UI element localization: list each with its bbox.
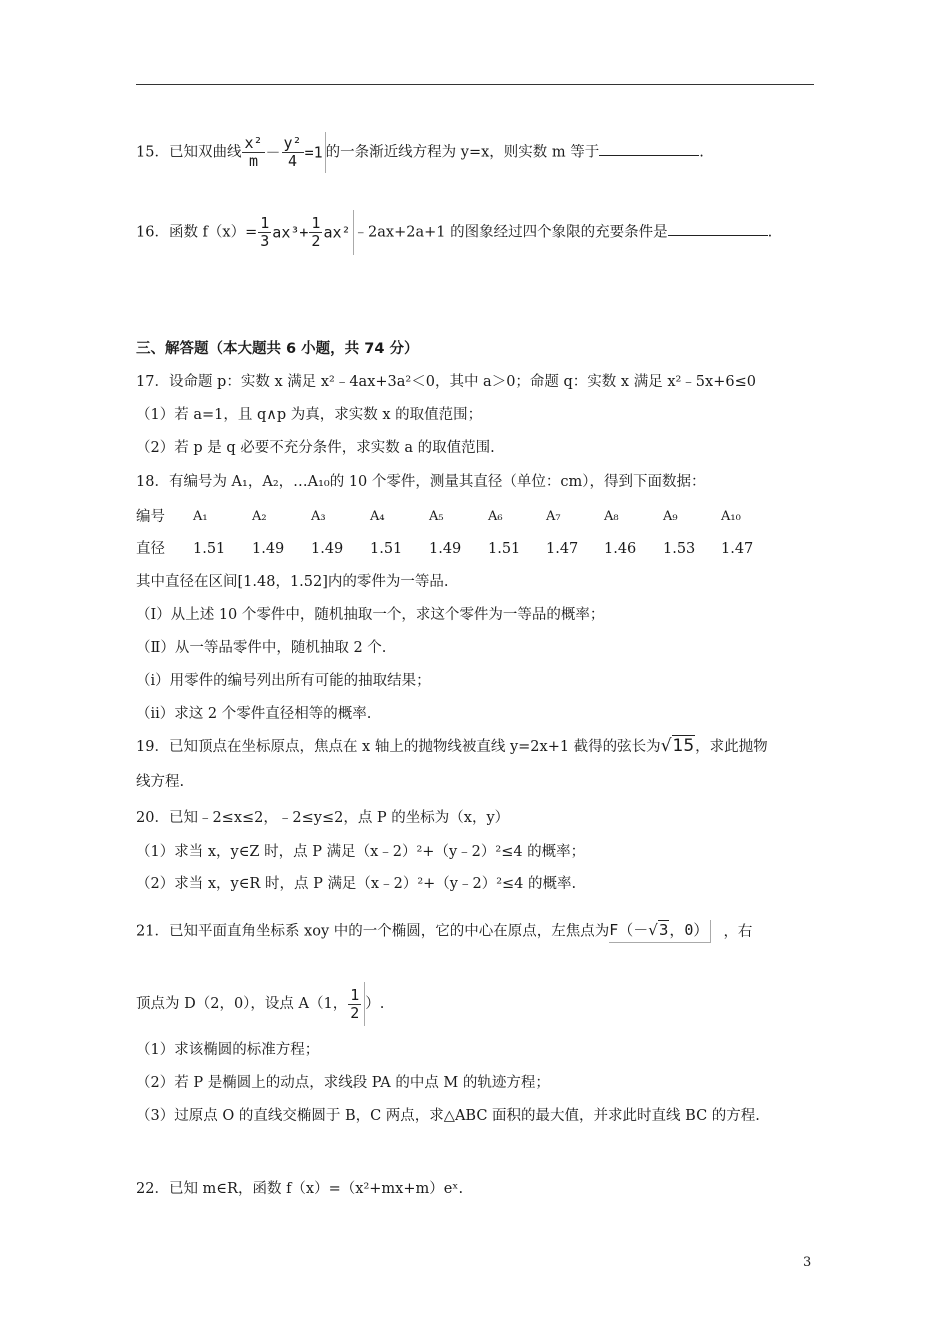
part-id-cell: A₁ xyxy=(193,509,208,524)
q21-part3: （3）过原点 O 的直线交椭圆于 B，C 两点，求△ABC 面积的最大值，并求此时直线 BC 的方程. xyxy=(136,1108,760,1124)
section-heading: 三、解答题（本大题共 6 小题，共 74 分） xyxy=(136,341,419,357)
q20-stem: 20．已知﹣2≤x≤2，﹣2≤y≤2，点 P 的坐标为（x，y） xyxy=(136,810,510,826)
question-16: 16．函数 f（x）= $\frac{1}{3}$ ax³+ $\frac{1}{2}$ ax² ﹣2ax+2a+1 的图象经过四个象限的充要条件是 . xyxy=(136,210,772,255)
table-label-id: 编号 xyxy=(136,509,165,525)
part-id-cell: A₁₀ xyxy=(721,509,741,524)
q19-line1: 19．已知顶点在坐标原点，焦点在 x 轴上的抛物线被直线 y=2x+1 截得的弦长为√15，求此抛物 xyxy=(136,736,768,756)
diameter-cell: 1.51 xyxy=(193,541,226,557)
diameter-cell: 1.49 xyxy=(429,541,462,557)
diameter-cell: 1.53 xyxy=(663,541,696,557)
part-id-cell: A₈ xyxy=(604,509,619,524)
q21-line2: 顶点为 D（2，0），设点 A（1， $\frac{1}{2}$ ）. xyxy=(136,982,384,1026)
sqrt-15: √15 xyxy=(660,736,695,756)
diameter-cell: 1.49 xyxy=(311,541,344,557)
q22-stem: 22．已知 m∈R，函数 f（x）=（x²+mx+m）eˣ. xyxy=(136,1181,464,1197)
diameter-cell: 1.51 xyxy=(488,541,521,557)
q18-part2-i: （ⅰ）用零件的编号列出所有可能的抽取结果； xyxy=(136,673,431,689)
q21-part2: （2）若 P 是椭圆上的动点，求线段 PA 的中点 M 的轨迹方程； xyxy=(136,1075,550,1091)
q19-line2: 线方程. xyxy=(136,774,185,790)
q18-stem: 18．有编号为 A₁，A₂，…A₁₀的 10 个零件，测量其直径（单位：cm），得到下面数据： xyxy=(136,474,706,490)
answer-blank xyxy=(668,221,768,236)
part-id-cell: A₆ xyxy=(488,509,503,524)
q18-note: 其中直径在区间[1.48，1.52]内的零件为一等品. xyxy=(136,574,449,590)
question-15: 15．已知双曲线 $\frac{\text{x²}}{m}$ － $\frac{\text{y²}}{4}$ =1 的一条渐近线方程为 y=x，则实数 m 等于 . xyxy=(136,132,704,173)
focus-formula: F（－√3，0） xyxy=(609,920,711,943)
q18-part1: （Ⅰ）从上述 10 个零件中，随机抽取一个，求这个零件为一等品的概率； xyxy=(136,607,605,623)
q17-stem: 17．设命题 p：实数 x 满足 x²﹣4ax+3a²＜0，其中 a＞0；命题 q：实数 x 满足 x²﹣5x+6≤0 xyxy=(136,374,756,390)
q16-formula: $\frac{1}{3}$ ax³+ $\frac{1}{2}$ ax² xyxy=(257,210,353,255)
q17-part1: （1）若 a=1，且 q∧p 为真，求实数 x 的取值范围； xyxy=(136,407,483,423)
part-id-cell: A₂ xyxy=(252,509,267,524)
answer-blank xyxy=(599,141,699,156)
q21-line1: 21．已知平面直角坐标系 xoy 中的一个椭圆，它的中心在原点，左焦点为F（－√3，0） ，右 xyxy=(136,920,752,943)
header-rule xyxy=(136,84,814,85)
diameter-cell: 1.46 xyxy=(604,541,637,557)
q18-part2-ii: （ⅱ）求这 2 个零件直径相等的概率. xyxy=(136,706,372,722)
part-id-cell: A₉ xyxy=(663,509,678,524)
table-label-diameter: 直径 xyxy=(136,541,165,557)
diameter-cell: 1.51 xyxy=(370,541,403,557)
q16-prefix: 16．函数 f（x）= xyxy=(136,224,258,241)
diameter-cell: 1.47 xyxy=(721,541,754,557)
q21-fraction: $\frac{1}{2}$ xyxy=(347,982,365,1026)
q16-suffix: ﹣2ax+2a+1 的图象经过四个象限的充要条件是 xyxy=(353,224,668,241)
q15-formula: $\frac{\text{x²}}{m}$ － $\frac{\text{y²}}{4}$ =1 xyxy=(241,132,325,173)
q15-suffix: 的一条渐近线方程为 y=x，则实数 m 等于 xyxy=(325,144,600,161)
part-id-cell: A₅ xyxy=(429,509,444,524)
part-id-cell: A₃ xyxy=(311,509,326,524)
page-number: 3 xyxy=(803,1255,812,1270)
q20-part1: （1）求当 x，y∈Z 时，点 P 满足（x﹣2）²+（y﹣2）²≤4 的概率； xyxy=(136,844,586,860)
part-id-cell: A₄ xyxy=(370,509,385,524)
q17-part2: （2）若 p 是 q 必要不充分条件，求实数 a 的取值范围. xyxy=(136,440,495,456)
diameter-cell: 1.47 xyxy=(546,541,579,557)
q20-part2: （2）求当 x，y∈R 时，点 P 满足（x﹣2）²+（y﹣2）²≤4 的概率. xyxy=(136,876,577,892)
part-id-cell: A₇ xyxy=(546,509,561,524)
diameter-cell: 1.49 xyxy=(252,541,285,557)
q15-prefix: 15．已知双曲线 xyxy=(136,144,242,161)
q21-part1: （1）求该椭圆的标准方程； xyxy=(136,1042,320,1058)
q18-part2: （Ⅱ）从一等品零件中，随机抽取 2 个. xyxy=(136,640,387,656)
